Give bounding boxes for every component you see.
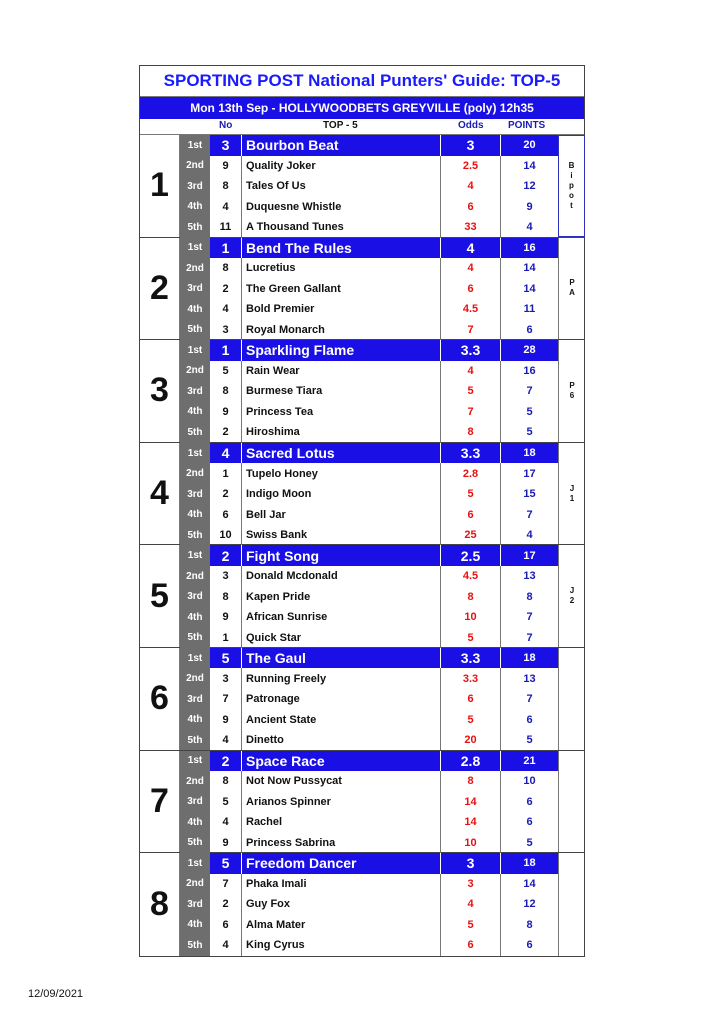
runner-points: 15 xyxy=(500,484,558,505)
position-label: 2nd xyxy=(180,156,210,177)
selection-row xyxy=(180,730,558,751)
selection-rows xyxy=(180,340,558,442)
race-number: 4 xyxy=(140,443,180,545)
runner-odds: 10 xyxy=(440,833,500,854)
runner-points: 7 xyxy=(500,504,558,525)
runner-name: The Green Gallant xyxy=(246,282,341,295)
runner-number: 4 xyxy=(210,935,242,956)
position-label: 3rd xyxy=(180,792,210,813)
bet-type-label: Bipot xyxy=(567,160,576,211)
runner-odds: 2.5 xyxy=(440,156,500,177)
runner-name: Guy Fox xyxy=(246,898,291,911)
position-label: 3rd xyxy=(180,279,210,300)
selection-row xyxy=(180,689,558,710)
runner-number: 6 xyxy=(210,504,242,525)
position-label: 1st xyxy=(180,853,210,874)
position-label: 5th xyxy=(180,833,210,854)
selection-rows xyxy=(180,443,558,545)
position-label: 2nd xyxy=(180,361,210,382)
runner-number: 8 xyxy=(210,771,242,792)
runner-number: 8 xyxy=(210,381,242,402)
position-label: 1st xyxy=(180,443,210,464)
position-label: 1st xyxy=(180,135,210,156)
runner-points: 14 xyxy=(500,156,558,177)
runner-name: Kapen Pride xyxy=(246,590,311,603)
runner-points: 17 xyxy=(500,545,558,566)
selection-row xyxy=(180,833,558,854)
top-pick-row xyxy=(180,340,558,361)
runner-odds: 4 xyxy=(440,238,500,259)
position-label: 1st xyxy=(180,340,210,361)
selection-row xyxy=(180,525,558,546)
runner-number: 2 xyxy=(210,545,242,566)
runner-points: 12 xyxy=(500,176,558,197)
runner-odds: 3.3 xyxy=(440,340,500,361)
selection-row xyxy=(180,792,558,813)
runner-odds: 3 xyxy=(440,853,500,874)
runner-odds: 33 xyxy=(440,217,500,238)
position-label: 5th xyxy=(180,422,210,443)
runner-points: 8 xyxy=(500,915,558,936)
position-label: 4th xyxy=(180,504,210,525)
position-label: 3rd xyxy=(180,894,210,915)
bet-type-note xyxy=(558,443,585,545)
top-pick-row xyxy=(180,135,558,156)
runner-points: 18 xyxy=(500,443,558,464)
runner-points: 10 xyxy=(500,771,558,792)
position-label: 4th xyxy=(180,915,210,936)
runner-name: Tupelo Honey xyxy=(246,467,318,480)
runner-number: 7 xyxy=(210,689,242,710)
runner-number: 7 xyxy=(210,874,242,895)
position-label: 1st xyxy=(180,648,210,669)
runner-name: Quality Joker xyxy=(246,159,316,172)
runner-odds: 2.8 xyxy=(440,463,500,484)
runner-number: 9 xyxy=(210,833,242,854)
position-label: 5th xyxy=(180,320,210,341)
column-header-top5: TOP - 5 xyxy=(323,120,358,131)
runner-odds: 4.5 xyxy=(440,566,500,587)
position-label: 2nd xyxy=(180,874,210,895)
runner-odds: 5 xyxy=(440,709,500,730)
runner-name: Quick Star xyxy=(246,631,302,644)
runner-number: 5 xyxy=(210,648,242,669)
runner-odds: 8 xyxy=(440,771,500,792)
runner-points: 9 xyxy=(500,197,558,218)
position-label: 2nd xyxy=(180,668,210,689)
runner-odds: 5 xyxy=(440,915,500,936)
runner-points: 21 xyxy=(500,751,558,772)
column-header-points: POINTS xyxy=(508,120,546,131)
selection-row xyxy=(180,812,558,833)
runner-number: 6 xyxy=(210,915,242,936)
runner-points: 6 xyxy=(500,709,558,730)
runner-number: 3 xyxy=(210,668,242,689)
top-pick-row xyxy=(180,853,558,874)
runner-odds: 14 xyxy=(440,812,500,833)
runner-name: Duquesne Whistle xyxy=(246,200,342,213)
runner-points: 7 xyxy=(500,689,558,710)
bet-type-label: PA xyxy=(567,278,577,299)
race-block xyxy=(140,648,584,751)
selection-rows xyxy=(180,853,558,956)
runner-number: 9 xyxy=(210,607,242,628)
runner-name: Ancient State xyxy=(246,713,317,726)
runner-name: Sparkling Flame xyxy=(246,342,355,359)
position-label: 5th xyxy=(180,935,210,956)
runner-odds: 5 xyxy=(440,381,500,402)
runner-name: Hiroshima xyxy=(246,426,300,439)
runner-odds: 3.3 xyxy=(440,648,500,669)
runner-name: Not Now Pussycat xyxy=(246,775,342,788)
selection-row xyxy=(180,361,558,382)
runner-name: Space Race xyxy=(246,752,325,769)
bet-type-label: P6 xyxy=(567,380,577,401)
position-label: 2nd xyxy=(180,566,210,587)
column-header-odds: Odds xyxy=(458,120,484,131)
runner-name: Sacred Lotus xyxy=(246,445,335,462)
bet-type-label: J2 xyxy=(567,586,577,607)
runner-odds: 10 xyxy=(440,607,500,628)
runner-points: 16 xyxy=(500,238,558,259)
race-number: 5 xyxy=(140,545,180,647)
runner-name: Running Freely xyxy=(246,672,327,685)
runner-points: 6 xyxy=(500,792,558,813)
runner-points: 17 xyxy=(500,463,558,484)
runner-number: 2 xyxy=(210,751,242,772)
bet-type-note xyxy=(558,853,585,956)
runner-points: 8 xyxy=(500,586,558,607)
runner-points: 12 xyxy=(500,894,558,915)
runner-number: 9 xyxy=(210,709,242,730)
race-number: 1 xyxy=(140,135,180,237)
top-pick-row xyxy=(180,751,558,772)
runner-name: Dinetto xyxy=(246,734,284,747)
race-number: 6 xyxy=(140,648,180,750)
bet-type-note xyxy=(558,751,585,853)
race-block xyxy=(140,545,584,648)
top-pick-row xyxy=(180,238,558,259)
position-label: 3rd xyxy=(180,381,210,402)
runner-name: Phaka Imali xyxy=(246,877,307,890)
top-pick-row xyxy=(180,443,558,464)
runner-odds: 6 xyxy=(440,689,500,710)
position-label: 2nd xyxy=(180,771,210,792)
runner-name: Donald Mcdonald xyxy=(246,570,338,583)
bet-type-note xyxy=(558,648,585,750)
runner-points: 5 xyxy=(500,402,558,423)
position-label: 5th xyxy=(180,730,210,751)
bet-type-note xyxy=(558,340,585,442)
runner-name: Burmese Tiara xyxy=(246,385,323,398)
runner-number: 3 xyxy=(210,135,242,156)
selection-row xyxy=(180,197,558,218)
selection-row xyxy=(180,463,558,484)
runner-odds: 5 xyxy=(440,484,500,505)
selection-row xyxy=(180,771,558,792)
runner-number: 1 xyxy=(210,340,242,361)
runner-name: Patronage xyxy=(246,693,300,706)
race-number: 7 xyxy=(140,751,180,853)
runner-name: Alma Mater xyxy=(246,918,306,931)
runner-name: Bold Premier xyxy=(246,303,315,316)
runner-name: Royal Monarch xyxy=(246,323,325,336)
runner-odds: 8 xyxy=(440,586,500,607)
runner-number: 3 xyxy=(210,320,242,341)
runner-name: Fight Song xyxy=(246,547,320,564)
runner-number: 2 xyxy=(210,894,242,915)
runner-points: 6 xyxy=(500,935,558,956)
runner-points: 14 xyxy=(500,279,558,300)
runner-number: 3 xyxy=(210,566,242,587)
page-title: SPORTING POST National Punters' Guide: TOP-5 xyxy=(140,66,584,97)
selection-row xyxy=(180,299,558,320)
bet-type-note xyxy=(558,545,585,647)
runner-odds: 6 xyxy=(440,504,500,525)
position-label: 3rd xyxy=(180,484,210,505)
runner-number: 9 xyxy=(210,156,242,177)
runner-points: 18 xyxy=(500,853,558,874)
runner-name: King Cyrus xyxy=(246,939,305,952)
selection-row xyxy=(180,320,558,341)
runner-odds: 2.5 xyxy=(440,545,500,566)
runner-name: Arianos Spinner xyxy=(246,795,331,808)
runner-odds: 4 xyxy=(440,258,500,279)
top-pick-row xyxy=(180,648,558,669)
runner-points: 6 xyxy=(500,812,558,833)
position-label: 4th xyxy=(180,402,210,423)
selection-row xyxy=(180,484,558,505)
selection-row xyxy=(180,935,558,956)
selection-row xyxy=(180,894,558,915)
selection-rows xyxy=(180,135,558,237)
runner-number: 5 xyxy=(210,792,242,813)
race-number: 8 xyxy=(140,853,180,956)
runner-name: Bourbon Beat xyxy=(246,137,339,154)
runner-points: 5 xyxy=(500,730,558,751)
runner-odds: 7 xyxy=(440,320,500,341)
top-pick-row xyxy=(180,545,558,566)
runner-points: 7 xyxy=(500,607,558,628)
runner-points: 7 xyxy=(500,381,558,402)
runner-name: The Gaul xyxy=(246,650,306,667)
position-label: 5th xyxy=(180,627,210,648)
runner-name: Lucretius xyxy=(246,262,296,275)
race-number: 2 xyxy=(140,238,180,340)
position-label: 5th xyxy=(180,217,210,238)
runner-name: Tales Of Us xyxy=(246,180,306,193)
position-label: 5th xyxy=(180,525,210,546)
runner-points: 11 xyxy=(500,299,558,320)
selection-row xyxy=(180,279,558,300)
runner-points: 5 xyxy=(500,833,558,854)
runner-name: Princess Tea xyxy=(246,405,314,418)
runner-odds: 14 xyxy=(440,792,500,813)
runner-odds: 4 xyxy=(440,894,500,915)
selection-rows xyxy=(180,238,558,340)
position-label: 4th xyxy=(180,607,210,628)
runner-number: 8 xyxy=(210,258,242,279)
runner-number: 4 xyxy=(210,299,242,320)
runner-points: 4 xyxy=(500,525,558,546)
runner-odds: 3 xyxy=(440,874,500,895)
runner-odds: 6 xyxy=(440,935,500,956)
selection-row xyxy=(180,156,558,177)
selection-row xyxy=(180,176,558,197)
bet-type-label: J1 xyxy=(567,483,577,504)
position-label: 4th xyxy=(180,299,210,320)
runner-number: 10 xyxy=(210,525,242,546)
bet-type-note xyxy=(558,238,585,340)
runner-odds: 3.3 xyxy=(440,443,500,464)
runner-name: Bell Jar xyxy=(246,508,286,521)
selection-row xyxy=(180,217,558,238)
runner-odds: 4.5 xyxy=(440,299,500,320)
selection-rows xyxy=(180,545,558,647)
column-header-no: No xyxy=(219,120,233,131)
runner-number: 2 xyxy=(210,484,242,505)
selection-row xyxy=(180,586,558,607)
selection-row xyxy=(180,258,558,279)
selection-row xyxy=(180,607,558,628)
runner-points: 20 xyxy=(500,135,558,156)
race-block xyxy=(140,340,584,443)
runner-odds: 4 xyxy=(440,176,500,197)
selection-row xyxy=(180,402,558,423)
runner-points: 18 xyxy=(500,648,558,669)
position-label: 1st xyxy=(180,238,210,259)
selection-row xyxy=(180,668,558,689)
runner-name: Freedom Dancer xyxy=(246,855,357,872)
runner-number: 8 xyxy=(210,176,242,197)
selection-row xyxy=(180,422,558,443)
runner-number: 4 xyxy=(210,730,242,751)
runner-number: 4 xyxy=(210,197,242,218)
runner-number: 1 xyxy=(210,627,242,648)
runner-number: 9 xyxy=(210,402,242,423)
selection-row xyxy=(180,566,558,587)
position-label: 4th xyxy=(180,197,210,218)
selection-rows xyxy=(180,648,558,750)
selection-row xyxy=(180,504,558,525)
selection-row xyxy=(180,381,558,402)
runner-points: 14 xyxy=(500,874,558,895)
runner-odds: 6 xyxy=(440,279,500,300)
position-label: 2nd xyxy=(180,463,210,484)
selection-row xyxy=(180,627,558,648)
runner-points: 13 xyxy=(500,566,558,587)
runner-odds: 5 xyxy=(440,627,500,648)
runner-points: 7 xyxy=(500,627,558,648)
races-container xyxy=(140,135,584,956)
runner-odds: 8 xyxy=(440,422,500,443)
runner-points: 16 xyxy=(500,361,558,382)
runner-points: 4 xyxy=(500,217,558,238)
position-label: 4th xyxy=(180,812,210,833)
runner-number: 1 xyxy=(210,238,242,259)
position-label: 1st xyxy=(180,751,210,772)
runner-number: 2 xyxy=(210,422,242,443)
runner-odds: 3 xyxy=(440,135,500,156)
runner-number: 8 xyxy=(210,586,242,607)
runner-name: Bend The Rules xyxy=(246,239,352,256)
position-label: 2nd xyxy=(180,258,210,279)
runner-number: 11 xyxy=(210,217,242,238)
runner-name: Indigo Moon xyxy=(246,488,312,501)
runner-name: Rachel xyxy=(246,816,283,829)
position-label: 1st xyxy=(180,545,210,566)
race-number: 3 xyxy=(140,340,180,442)
runner-number: 2 xyxy=(210,279,242,300)
runner-odds: 25 xyxy=(440,525,500,546)
column-header-row xyxy=(140,119,584,135)
runner-number: 4 xyxy=(210,812,242,833)
runner-odds: 3.3 xyxy=(440,668,500,689)
position-label: 3rd xyxy=(180,176,210,197)
selection-rows xyxy=(180,751,558,853)
runner-number: 5 xyxy=(210,361,242,382)
runner-odds: 4 xyxy=(440,361,500,382)
runner-points: 6 xyxy=(500,320,558,341)
runner-points: 5 xyxy=(500,422,558,443)
runner-odds: 6 xyxy=(440,197,500,218)
meeting-subtitle: Mon 13th Sep - HOLLYWOODBETS GREYVILLE (poly) 12h35 xyxy=(140,97,584,119)
runner-name: Swiss Bank xyxy=(246,529,308,542)
runner-points: 13 xyxy=(500,668,558,689)
position-label: 3rd xyxy=(180,689,210,710)
runner-odds: 2.8 xyxy=(440,751,500,772)
selection-row xyxy=(180,709,558,730)
runner-points: 28 xyxy=(500,340,558,361)
runner-odds: 20 xyxy=(440,730,500,751)
race-block xyxy=(140,751,584,854)
runner-odds: 7 xyxy=(440,402,500,423)
footer-date: 12/09/2021 xyxy=(28,988,84,1000)
selection-row xyxy=(180,915,558,936)
runner-points: 14 xyxy=(500,258,558,279)
runner-name: African Sunrise xyxy=(246,611,328,624)
position-label: 3rd xyxy=(180,586,210,607)
race-block xyxy=(140,443,584,546)
selection-row xyxy=(180,874,558,895)
race-block xyxy=(140,853,584,956)
bet-type-note xyxy=(558,135,585,237)
runner-name: Princess Sabrina xyxy=(246,836,336,849)
runner-number: 4 xyxy=(210,443,242,464)
runner-name: Rain Wear xyxy=(246,364,300,377)
punters-guide-sheet xyxy=(139,65,585,957)
runner-number: 5 xyxy=(210,853,242,874)
race-block xyxy=(140,135,584,238)
position-label: 4th xyxy=(180,709,210,730)
runner-name: A Thousand Tunes xyxy=(246,221,344,234)
race-block xyxy=(140,238,584,341)
runner-number: 1 xyxy=(210,463,242,484)
